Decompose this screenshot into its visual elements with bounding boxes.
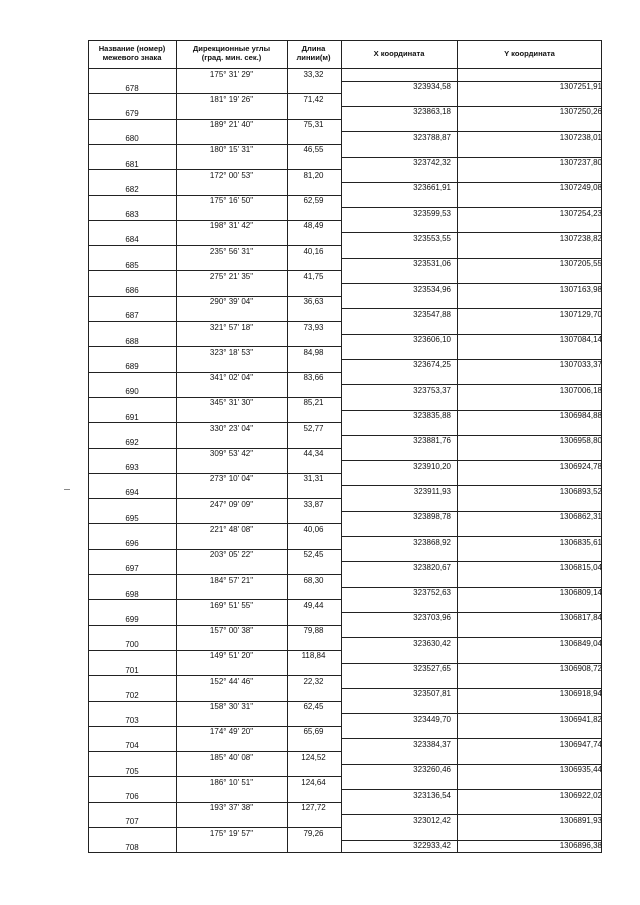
point-row-separator [88,448,176,449]
xy-row-separator [341,308,602,309]
x-coordinate: 323863,18 [413,107,451,117]
direction-angle: 323° 18' 53" [209,347,254,357]
x-coordinate: 323911,93 [413,486,451,496]
xy-row-separator [341,334,602,335]
point-row-separator [88,270,176,271]
point-name: 689 [125,361,139,371]
point-name: 708 [125,842,139,852]
point-row-separator [88,346,176,347]
line-length: 124,64 [301,777,326,787]
direction-angle: 235° 56' 31" [209,246,254,256]
x-coordinate: 323835,88 [413,411,451,421]
direction-angle: 149° 51' 20" [209,651,254,661]
line-length: 33,87 [303,499,324,509]
point-name: 683 [125,210,139,220]
y-coordinate: 1306817,84 [559,613,602,623]
direction-angle: 186° 10' 51" [209,777,254,787]
xy-row-separator [341,232,602,233]
line-length: 41,75 [303,271,324,281]
point-row-separator [88,220,176,221]
header-point-name [88,44,176,62]
y-coordinate: 1306849,04 [559,638,602,648]
xy-row-separator [341,663,602,664]
point-row-separator [88,321,176,322]
direction-angle: 181° 19' 26" [209,94,254,104]
header-line-length-line2: линии(м) [296,53,331,62]
point-name: 685 [125,260,139,270]
line-length: 127,72 [301,803,326,813]
line-length: 44,34 [303,449,324,458]
point-name: 706 [125,792,139,802]
direction-angle: 174° 49' 20" [209,727,254,737]
point-row-separator [88,827,176,828]
header-point-name-line2: межевого знака [102,53,162,62]
y-coordinate: 1306891,93 [559,815,602,825]
x-coordinate: 323384,37 [413,739,451,749]
line-length: 84,98 [303,347,324,357]
y-coordinate: 1306809,14 [559,588,602,598]
point-name: 697 [125,564,139,574]
point-row-separator [88,397,176,398]
direction-angle: 152° 44' 46" [209,676,254,686]
line-length: 75,31 [303,120,324,130]
direction-angle: 198° 31' 42" [209,221,254,231]
point-row-separator [88,625,176,626]
xy-row-separator [341,131,602,132]
x-coordinate: 323934,58 [413,82,451,92]
scan-mark [64,489,70,490]
point-name: 678 [125,83,139,93]
point-name: 681 [125,159,139,169]
point-row-separator [88,549,176,550]
direction-angle: 158° 30' 31" [209,702,254,711]
header-direction-angle [176,44,287,62]
direction-angle: 330° 23' 04" [209,423,254,433]
direction-angle: 172° 00' 53" [209,170,254,180]
point-row-separator [88,726,176,727]
xy-row-separator [341,587,602,588]
point-row-separator [88,422,176,423]
direction-angle: 203° 05' 22" [209,550,254,560]
point-row-separator [88,296,176,297]
direction-angle: 221° 48' 08" [209,524,254,534]
direction-angle: 309° 53' 42" [209,449,254,458]
line-length: 31,31 [303,474,324,484]
point-name: 704 [125,741,139,751]
direction-angle: 184° 57' 21" [209,575,254,585]
direction-angle: 157° 00' 38" [209,626,254,636]
xy-row-separator [341,789,602,790]
y-coordinate: 1306958,80 [559,436,602,446]
line-length: 79,26 [303,828,324,838]
line-length: 83,66 [303,373,324,383]
direction-angle: 189° 21' 40" [209,120,254,130]
point-row-separator [88,93,176,94]
line-length: 118,84 [301,651,326,661]
header-line-length-line1: Длина [301,44,326,53]
y-coordinate: 1306922,02 [559,790,602,800]
xy-row-separator [341,738,602,739]
point-name: 700 [125,640,139,650]
point-row-separator [88,245,176,246]
y-coordinate: 1307163,98 [559,284,602,294]
point-name: 705 [125,766,139,776]
x-coordinate: 323630,42 [413,638,451,648]
xy-row-separator [341,435,602,436]
y-coordinate: 1307205,55 [559,259,602,269]
x-coordinate: 323788,87 [413,132,451,142]
y-coordinate: 1306941,82 [559,714,602,724]
x-coordinate: 323898,78 [413,512,451,522]
line-length: 65,69 [303,727,324,737]
xy-row-separator [341,536,602,537]
point-row-separator [88,650,176,651]
direction-angle: 290° 39' 04" [209,297,254,307]
y-coordinate: 1306835,61 [559,537,602,547]
point-name: 695 [125,513,139,523]
x-coordinate: 323703,96 [413,613,451,623]
y-coordinate: 1306908,72 [559,664,602,674]
xy-row-separator [341,637,602,638]
point-name: 680 [125,134,139,144]
header-line-length [287,44,340,62]
xy-row-separator [341,182,602,183]
point-name: 693 [125,463,139,473]
x-coordinate: 323507,81 [413,689,451,699]
y-coordinate: 1306862,31 [559,512,602,522]
xy-row-separator [341,207,602,208]
y-coordinate: 1307237,80 [559,158,602,168]
x-coordinate: 323752,63 [413,588,451,598]
line-length: 71,42 [303,94,324,104]
xy-row-separator [341,258,602,259]
line-length: 124,52 [301,752,326,762]
xy-row-separator [341,283,602,284]
xy-row-separator [341,157,602,158]
xy-row-separator [341,485,602,486]
line-length: 79,88 [303,626,324,636]
point-name: 707 [125,817,139,827]
y-coordinate: 1307033,37 [559,360,602,370]
line-length: 52,77 [303,423,324,433]
point-name: 696 [125,539,139,549]
xy-row-separator [341,359,602,360]
point-row-separator [88,169,176,170]
point-row-separator [88,776,176,777]
point-row-separator [88,574,176,575]
y-coordinate: 1307006,18 [559,385,602,395]
x-coordinate: 323553,55 [413,233,451,243]
xy-row-separator [341,688,602,689]
y-coordinate: 1306924,78 [559,461,602,471]
y-coordinate: 1307238,01 [559,132,602,142]
direction-angle: 175° 16' 50" [209,196,254,205]
direction-angle: 169° 51' 55" [209,600,254,610]
x-coordinate: 323820,67 [413,562,451,572]
x-coordinate: 323260,46 [413,765,451,775]
line-length: 46,55 [303,145,324,155]
xy-row-separator [341,612,602,613]
x-coordinate: 323012,42 [413,815,451,825]
direction-angle: 175° 31' 29" [209,69,254,79]
point-row-separator [88,119,176,120]
x-coordinate: 323674,25 [413,360,451,370]
header-x-coordinate: X координата [373,49,425,58]
direction-angle: 341° 02' 04" [209,373,254,383]
line-length: 81,20 [303,170,324,180]
header-y-coordinate: Y координата [504,49,555,58]
line-length: 62,59 [303,196,324,205]
xy-row-separator [341,511,602,512]
point-name: 691 [125,412,139,422]
header-point-name-line1: Название (номер) [98,44,166,53]
line-length: 73,93 [303,322,324,332]
xy-row-separator [341,81,602,82]
direction-angle: 321° 57' 18" [209,322,254,332]
xy-row-separator [341,106,602,107]
x-coordinate: 323531,06 [413,259,451,269]
point-name: 703 [125,716,139,726]
direction-angle: 185° 40' 08" [209,752,254,762]
x-coordinate: 323449,70 [413,714,451,724]
line-length: 36,63 [303,297,324,307]
x-coordinate: 323881,76 [413,436,451,446]
y-coordinate: 1307129,70 [559,309,602,319]
xy-row-separator [341,460,602,461]
x-coordinate: 322933,42 [413,841,451,851]
point-row-separator [88,144,176,145]
x-coordinate: 323547,88 [413,309,451,319]
y-coordinate: 1306893,52 [559,486,602,496]
x-coordinate: 323868,92 [413,537,451,547]
y-coordinate: 1307238,82 [559,233,602,243]
xy-row-separator [341,814,602,815]
direction-angle: 273° 10' 04" [209,474,254,484]
point-row-separator [88,523,176,524]
y-coordinate: 1307249,08 [559,183,602,193]
point-name: 699 [125,614,139,624]
y-coordinate: 1306947,74 [559,739,602,749]
point-name: 692 [125,437,139,447]
line-length: 33,32 [303,69,324,79]
point-name: 687 [125,311,139,321]
point-name: 698 [125,589,139,599]
point-row-separator [88,751,176,752]
y-coordinate: 1306896,38 [559,841,602,851]
point-name: 688 [125,336,139,346]
point-name: 684 [125,235,139,245]
y-coordinate: 1307250,26 [559,107,602,117]
x-coordinate: 323661,91 [413,183,451,193]
header-direction-angle-line1: Дирекционные углы [192,44,271,53]
point-row-separator [88,802,176,803]
point-name: 694 [125,488,139,498]
point-name: 702 [125,690,139,700]
y-coordinate: 1306815,04 [559,562,602,572]
point-row-separator [88,701,176,702]
x-coordinate: 323753,37 [413,385,451,395]
line-length: 62,45 [303,702,324,711]
point-row-separator [88,473,176,474]
direction-angle: 193° 37' 38" [209,803,254,813]
xy-row-separator [341,764,602,765]
x-coordinate: 323527,65 [413,664,451,674]
point-name: 682 [125,184,139,194]
y-coordinate: 1306984,88 [559,411,602,421]
x-coordinate: 323606,10 [413,335,451,345]
line-length: 48,49 [303,221,324,231]
xy-row-separator [341,410,602,411]
direction-angle: 345° 31' 30" [209,398,254,408]
point-name: 690 [125,387,139,397]
table-bottom-border [88,852,602,853]
x-coordinate: 323534,96 [413,284,451,294]
point-name: 679 [125,108,139,118]
x-coordinate: 323742,32 [413,158,451,168]
direction-angle: 180° 15' 31" [209,145,254,155]
y-coordinate: 1306918,94 [559,689,602,699]
line-length: 22,32 [303,676,324,686]
line-length: 40,06 [303,524,324,534]
header-direction-angle-line2: (град. мин. сек.) [201,53,262,62]
direction-angle: 247° 09' 09" [209,499,254,509]
line-length: 68,30 [303,575,324,585]
x-coordinate: 323136,54 [413,790,451,800]
point-row-separator [88,675,176,676]
direction-angle: 275° 21' 35" [209,271,254,281]
xy-row-separator [341,561,602,562]
y-coordinate: 1307254,23 [559,208,602,218]
y-coordinate: 1306935,44 [559,765,602,775]
point-row-separator [88,498,176,499]
x-coordinate: 323910,20 [413,461,451,471]
direction-angle: 175° 19' 57" [209,828,254,838]
point-row-separator [88,195,176,196]
x-coordinate: 323599,53 [413,208,451,218]
line-length: 52,45 [303,550,324,560]
point-name: 686 [125,286,139,296]
coordinates-table [88,40,602,853]
xy-row-separator [341,713,602,714]
line-length: 40,16 [303,246,324,256]
table-top-border [88,40,602,41]
xy-row-separator [341,384,602,385]
point-row-separator [88,599,176,600]
y-coordinate: 1307251,91 [559,82,602,92]
line-length: 49,44 [303,600,324,610]
line-length: 85,21 [303,398,324,408]
point-row-separator [88,372,176,373]
xy-row-separator [341,840,602,841]
header-bottom-border [88,68,602,69]
point-name: 701 [125,665,139,675]
y-coordinate: 1307084,14 [559,335,602,345]
